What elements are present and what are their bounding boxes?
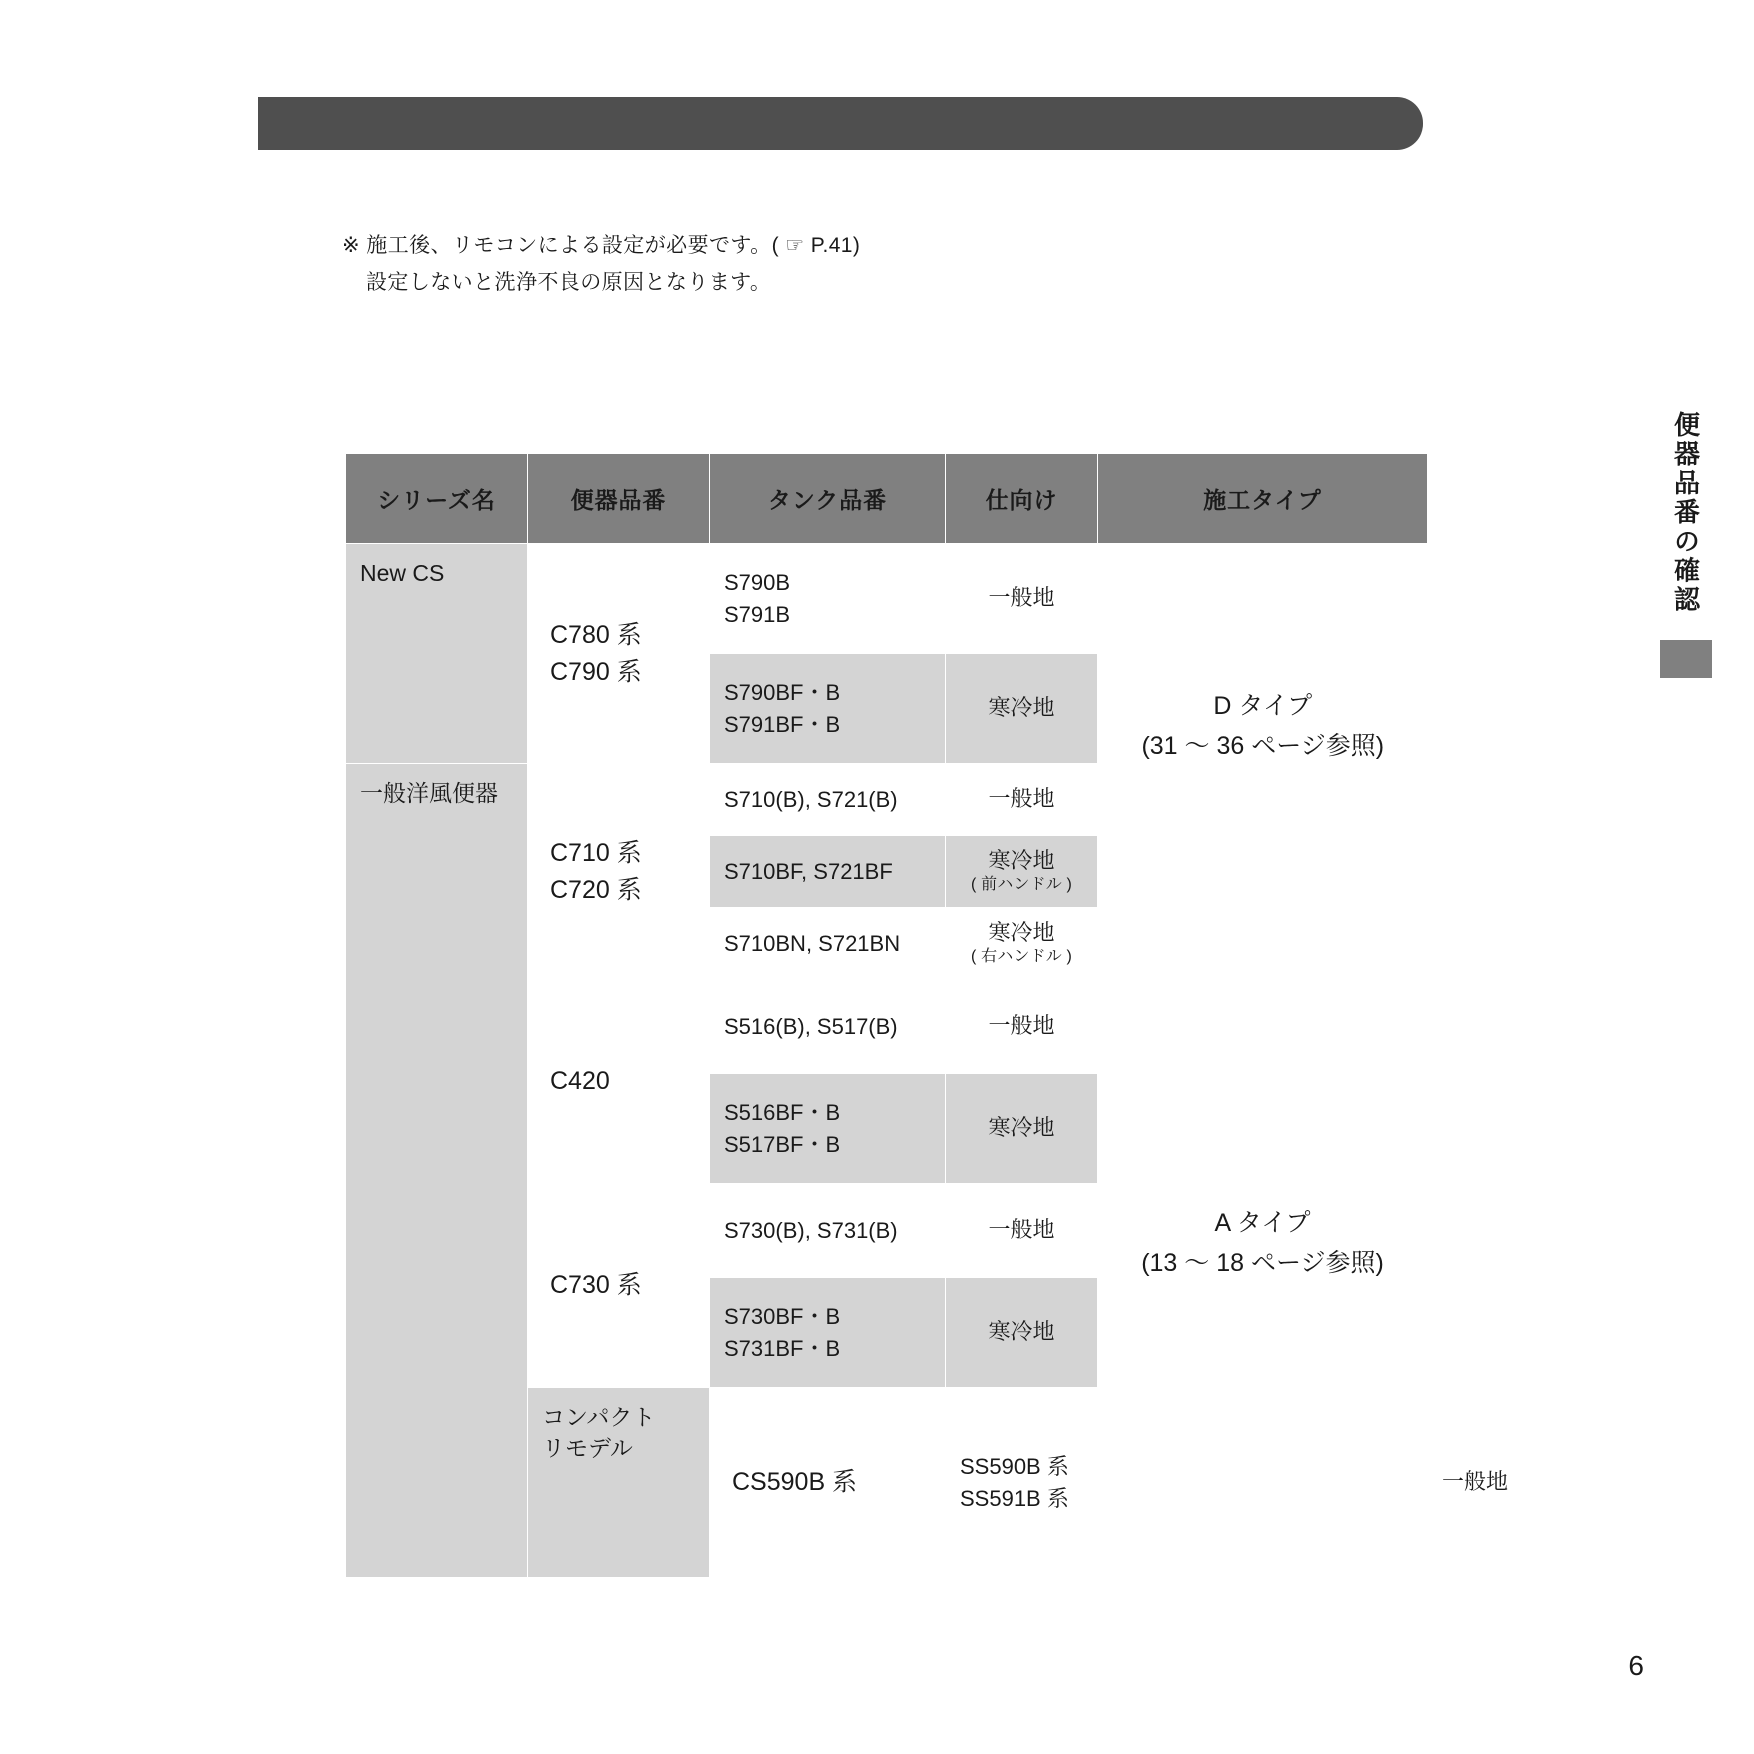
- page-header-bar: [258, 97, 1423, 150]
- cell-destination: [946, 908, 1098, 980]
- cell-toilet-model: C730 系: [528, 1184, 710, 1388]
- column-header-install-type: 施工タイプ: [1098, 454, 1428, 544]
- note-line-2: 設定しないと洗浄不良の原因となります。: [366, 270, 772, 294]
- destination-main: 寒冷地: [988, 919, 1055, 945]
- column-header-destination: 仕向け: [946, 454, 1098, 544]
- cell-destination: [946, 836, 1098, 908]
- cell-destination: 寒冷地: [946, 1278, 1098, 1388]
- cell-tank-model: S710BF, S721BF: [710, 836, 946, 908]
- destination-note: ( 前ハンドル ): [971, 876, 1072, 894]
- note-line-1: ※ 施工後、リモコンによる設定が必要です。( ☞ P.41): [342, 234, 861, 257]
- side-tab-marker: [1660, 640, 1712, 678]
- cell-destination: 一般地: [946, 980, 1098, 1074]
- cell-series: コンパクト リモデル: [528, 1388, 710, 1578]
- cell-tank-model: S710BN, S721BN: [710, 908, 946, 980]
- destination-note: ( 右ハンドル ): [971, 948, 1072, 966]
- cell-tank-model: S516(B), S517(B): [710, 980, 946, 1074]
- cell-tank-model: S790BF・B S791BF・B: [710, 654, 946, 764]
- table-header-row: [346, 454, 1523, 544]
- cell-series: New CS: [346, 544, 528, 764]
- side-tab: [1660, 398, 1712, 678]
- cell-tank-model: S730BF・B S731BF・B: [710, 1278, 946, 1388]
- cell-tank-model: S516BF・B S517BF・B: [710, 1074, 946, 1184]
- column-header-toilet-model: 便器品番: [528, 454, 710, 544]
- cell-install-type: D タイプ (31 ～ 36 ページ参照): [1098, 544, 1428, 908]
- cell-install-type: A タイプ (13 ～ 18 ページ参照): [1098, 908, 1428, 1578]
- table-row: [346, 544, 1523, 654]
- cell-tank-model: SS590B 系 SS591B 系: [946, 1388, 1098, 1578]
- page-number: 6: [1628, 1650, 1644, 1681]
- column-header-series: シリーズ名: [346, 454, 528, 544]
- cell-toilet-model: C710 系 C720 系: [528, 764, 710, 980]
- cell-destination: 寒冷地: [946, 654, 1098, 764]
- side-tab-label: 便器品番の確認: [1670, 411, 1701, 615]
- column-header-tank-model: タンク品番: [710, 454, 946, 544]
- cell-toilet-model: C420: [528, 980, 710, 1184]
- cell-destination: 一般地: [946, 1184, 1098, 1278]
- cell-tank-model: S790B S791B: [710, 544, 946, 654]
- cell-tank-model: S710(B), S721(B): [710, 764, 946, 836]
- cell-toilet-model: CS590B 系: [710, 1388, 946, 1578]
- cell-destination: 一般地: [946, 544, 1098, 654]
- note-block: [342, 228, 1242, 302]
- cell-destination: 寒冷地: [946, 1074, 1098, 1184]
- cell-toilet-model: C780 系 C790 系: [528, 544, 710, 764]
- cell-destination: 一般地: [1428, 1388, 1523, 1578]
- cell-tank-model: S730(B), S731(B): [710, 1184, 946, 1278]
- destination-main: 寒冷地: [988, 847, 1055, 873]
- toilet-model-table: [345, 453, 1523, 1578]
- cell-series: 一般洋風便器: [346, 764, 528, 1578]
- cell-destination: 一般地: [946, 764, 1098, 836]
